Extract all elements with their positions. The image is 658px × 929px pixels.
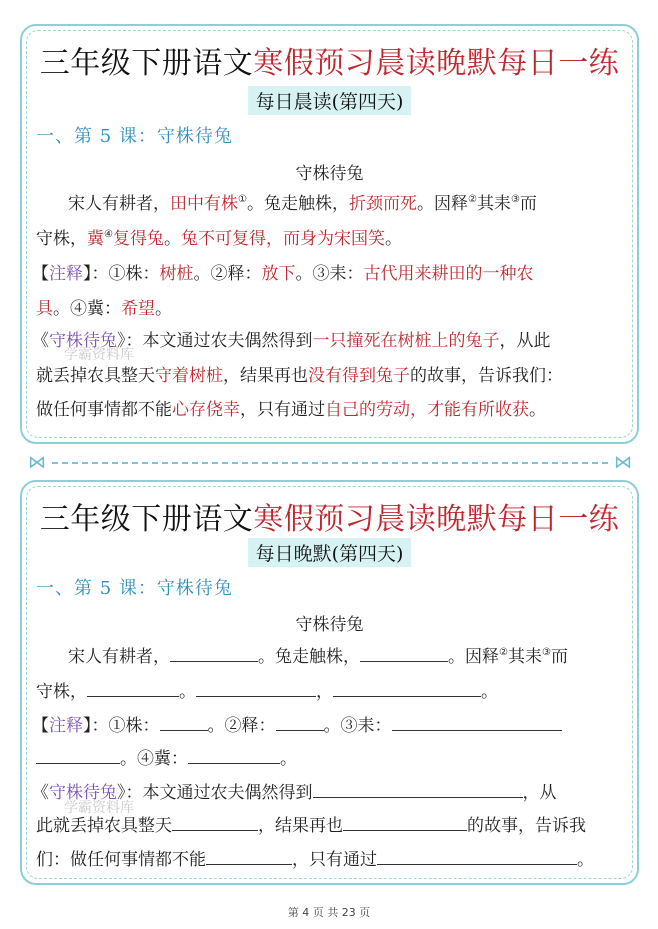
- worksheet-banner: [22, 38, 637, 82]
- text-title: 守株待兔: [295, 615, 364, 635]
- summary-line-3: 做任何事情都不能心存侥幸，只有通过自己的劳动，才能有所收获。: [36, 400, 546, 420]
- summary-line-3: 们：做任何事情都不能 ，只有通过 。: [36, 850, 594, 870]
- answer-blank[interactable]: [360, 647, 448, 662]
- page-number: 第 4 页 共 23 页: [287, 906, 371, 919]
- answer-blank[interactable]: [172, 816, 258, 831]
- bow-icon: ⋈: [614, 452, 632, 473]
- passage-line-2: 守株，冀④复得兔。兔不可复得，而身为宋国笑。: [36, 229, 402, 249]
- summary-line-2: 此就丢掉农具整天 ，结果再也 的故事，告诉我: [36, 816, 586, 836]
- banner-black-text: 三年级下册语文: [39, 46, 254, 81]
- summary-line-2: 就丢掉农具整天守着树桩，结果再也没有得到兔子的故事，告诉我们：: [36, 366, 563, 386]
- answer-blank[interactable]: [276, 716, 324, 731]
- watermark: 学霸资料库: [64, 347, 134, 363]
- morning-reading-card: [20, 24, 639, 444]
- summary-line-1: 《守株待兔》：本文通过农夫偶然得到 ，从: [32, 783, 557, 803]
- notes-line-1: 【注释】：①株：树桩。②释：放下。③耒：古代用来耕田的一种农: [32, 264, 534, 284]
- section-subtitle: 每日晨读(第四天): [248, 86, 412, 115]
- answer-blank[interactable]: [36, 749, 120, 764]
- answer-blank[interactable]: [87, 682, 179, 697]
- worksheet-banner: [22, 494, 637, 538]
- answer-blank[interactable]: [313, 783, 523, 798]
- bow-icon: ⋈: [28, 452, 46, 473]
- evening-dictation-card: [20, 480, 639, 885]
- answer-blank[interactable]: [343, 816, 467, 831]
- answer-blank[interactable]: [160, 716, 208, 731]
- summary-line-1: 《守株待兔》：本文通过农夫偶然得到一只撞死在树桩上的兔子，从此: [32, 331, 551, 351]
- lesson-heading: 一、第 5 课：守株待兔: [36, 578, 233, 599]
- answer-blank[interactable]: [170, 647, 258, 662]
- watermark: 学霸资料库: [64, 800, 134, 816]
- dashed-rule: [52, 462, 608, 464]
- passage-line-1: 宋人有耕者， 。兔走触株， 。因释②其耒③而: [68, 647, 568, 667]
- notes-line-2: 。④冀： 。: [36, 744, 623, 769]
- answer-blank[interactable]: [196, 682, 316, 697]
- text-title: 守株待兔: [295, 164, 364, 184]
- lesson-heading: 一、第 5 课：守株待兔: [36, 126, 233, 147]
- answer-blank[interactable]: [188, 749, 280, 764]
- answer-blank[interactable]: [333, 682, 481, 697]
- notes-line-2: 具。④冀：希望。: [36, 299, 172, 319]
- passage-line-1: 宋人有耕者，田中有株①。兔走触株，折颈而死。因释②其耒③而: [68, 194, 537, 214]
- banner-black-text: 三年级下册语文: [39, 502, 254, 537]
- banner-red-text: 寒假预习晨读晚默每日一练: [253, 502, 620, 537]
- banner-red-text: 寒假预习晨读晚默每日一练: [253, 46, 620, 81]
- section-divider: [26, 452, 634, 474]
- section-subtitle: 每日晚默(第四天): [248, 538, 412, 567]
- answer-blank[interactable]: [206, 850, 292, 865]
- answer-blank[interactable]: [377, 850, 577, 865]
- passage-line-2: 守株， 。 ， 。: [36, 682, 498, 702]
- notes-line-1: 【注释】：①株： 。②释： 。③耒：: [32, 711, 623, 736]
- answer-blank[interactable]: [392, 716, 562, 731]
